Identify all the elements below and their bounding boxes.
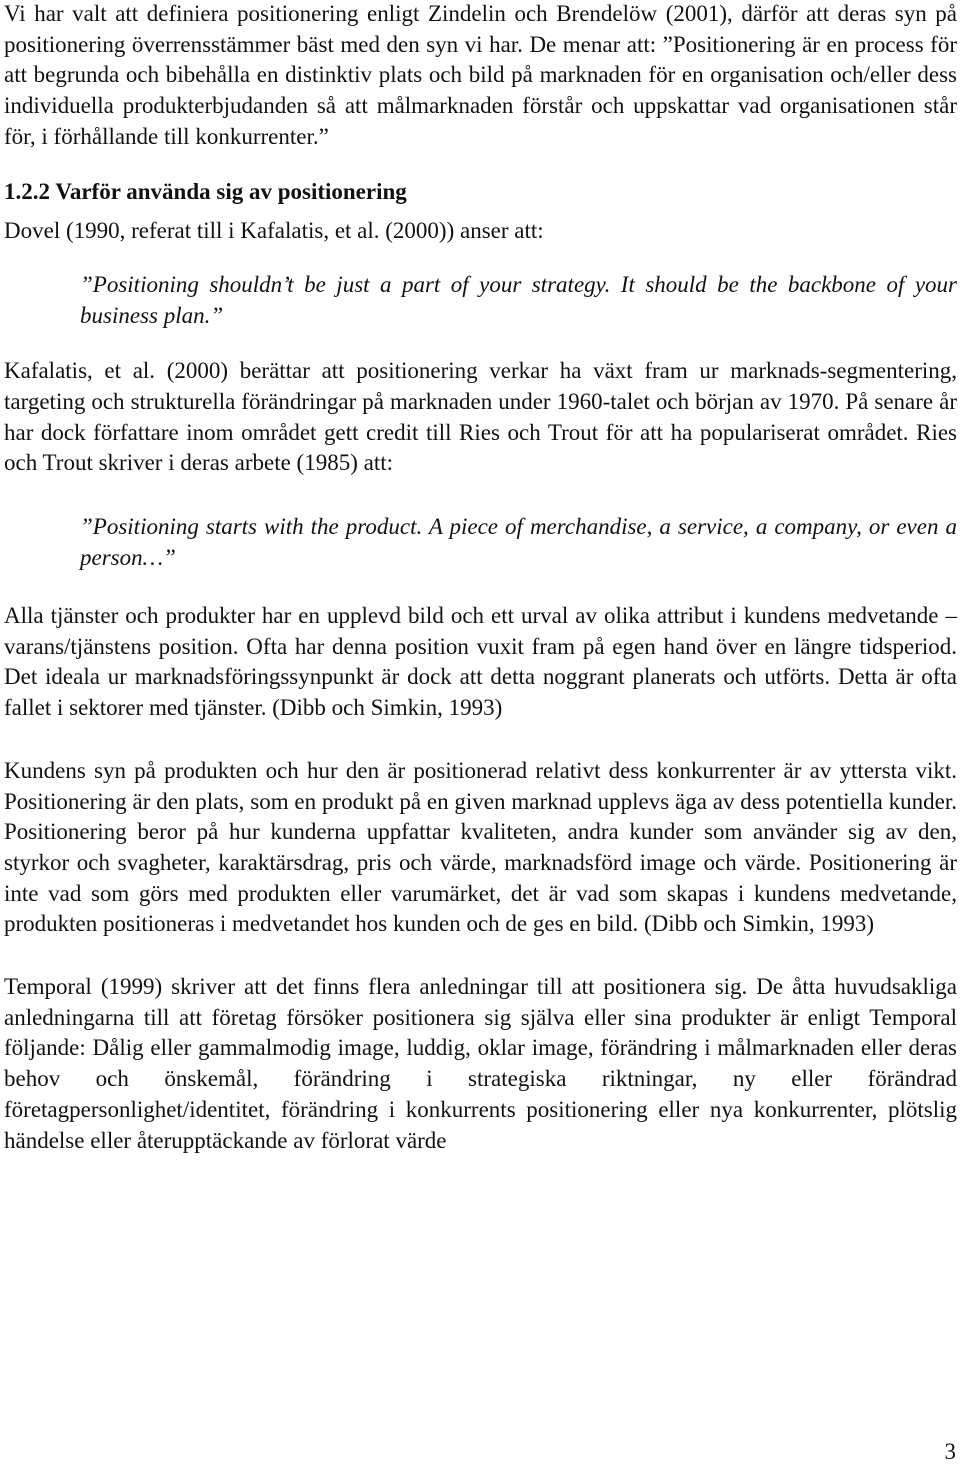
page-number: 3 xyxy=(944,1439,956,1464)
dovel-paragraph: Dovel (1990, referat till i Kafalatis, et al. (2000)) anser att: xyxy=(4,217,544,243)
kafalatis-paragraph: Kafalatis, et al. (2000) berättar att positionering verkar ha växt fram ur marknads-segmentering, targeting och strukturella förändringar på marknaden under 1960-talet och början av 1970. På senare år har dock författare inom området gett credit till Ries och Trout för att ha populariserat området. Ries och Trout skriver i deras arbete (1985) att: xyxy=(4,358,957,476)
intro-paragraph: Vi har valt att definiera positionering enligt Zindelin och Brendelöw (2001), därför att deras syn på positionering överrensstämmer bäst med den syn vi har. De menar att: ”Positionering är en process för att begrunda och bibehålla en distinktiv plats och bild på marknaden för en organisation och/eller dess individuella produkterbjudanden så att målmarknaden förstår och uppskattar vad organisationen står för, i förhållande till konkurrenter.” xyxy=(4,1,957,149)
section-heading: 1.2.2 Varför använda sig av positionering xyxy=(4,178,407,204)
temporal-paragraph: Temporal (1999) skriver att det finns flera anledningar till att positionera sig. De åtta huvudsakliga anledningarna till att företag försöker positionera sig själva eller sina produkter är enligt Temporal följande: Dålig eller gammalmodig image, luddig, oklar image, förändring i målmarknaden eller deras behov och önskemål, förändring i strategiska riktningar, ny eller förändrad företagpersonlighet/identitet, förändring i konkurrents positionering eller nya konkurrenter, plötslig händelse eller återupptäckande av förlorat värde xyxy=(4,974,957,1153)
customer-view-paragraph: Kundens syn på produkten och hur den är positionerad relativt dess konkurrenter är av yttersta vikt. Positionering är den plats, som en produkt på en given marknad upplevs äga av dess potentiella kunder. Positionering beror på hur kunderna uppfattar kvaliteten, andra kunder som använder sig av den, styrkor och svagheter, karaktärsdrag, pris och värde, marknadsförd image och värde. Positionering är inte vad som görs med produkten eller varumärket, det är vad som skapas i kundens medvetande, produkten positioneras i medvetandet hos kunden och de ges en bild. (Dibb och Simkin, 1993) xyxy=(4,757,957,937)
services-paragraph: Alla tjänster och produkter har en upplevd bild och ett urval av olika attribut i kundens medvetande – varans/tjänstens position. Ofta har denna position vuxit fram på egen hand över en längre tidsperiod. Det ideala ur marknadsföringssynpunkt är dock att detta noggrant planerats och utförts. Detta är ofta fallet i sektorer med tjänster. (Dibb och Simkin, 1993) xyxy=(4,603,957,721)
ries-trout-quote: ”Positioning starts with the product. A piece of merchandise, a service, a company, or even a person…” xyxy=(80,514,957,570)
dovel-quote: ”Positioning shouldn’t be just a part of your strategy. It should be the backbone of your business plan.” xyxy=(80,272,957,328)
document-page xyxy=(4,0,957,1156)
